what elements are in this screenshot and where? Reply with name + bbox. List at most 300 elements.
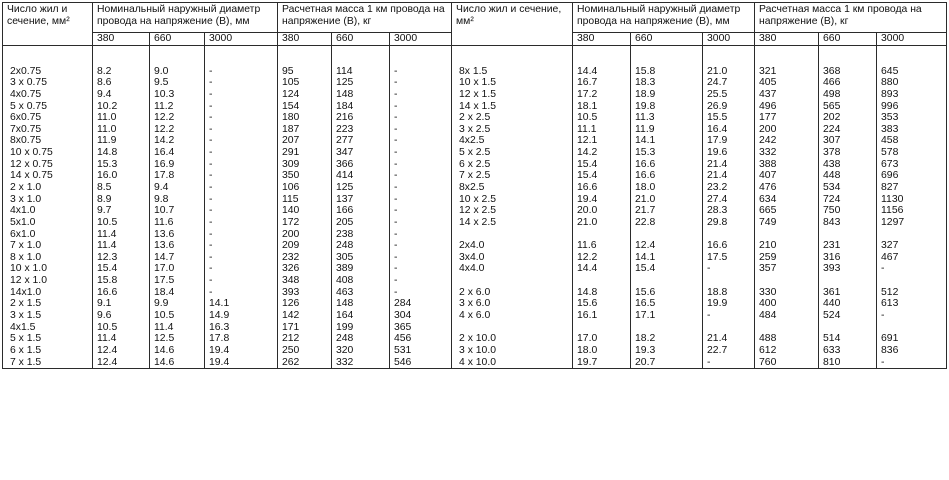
right-cores-cell: 12 x 2.5 [452, 205, 573, 217]
right-value-cell: 17.9 [703, 135, 755, 147]
left-value-cell: 326 [278, 263, 332, 275]
voltage-header: 380 [573, 33, 631, 46]
spacer-cell [332, 45, 390, 66]
left-value-cell: 305 [332, 252, 390, 264]
left-value-cell: 11.0 [93, 112, 150, 124]
right-value-cell: 24.7 [703, 77, 755, 89]
left-value-cell: - [205, 135, 278, 147]
table-row [3, 275, 947, 287]
right-value-cell: 893 [877, 89, 947, 101]
right-value-cell: 16.1 [573, 310, 631, 322]
left-value-cell: 148 [332, 89, 390, 101]
right-value-cell: 19.7 [573, 357, 631, 369]
left-value-cell: 16.0 [93, 170, 150, 182]
voltage-header: 380 [93, 33, 150, 46]
right-value-cell: - [703, 357, 755, 369]
left-header-diameter: Номинальный наружный диаметр провода на напряжение (В), мм [93, 3, 278, 33]
left-value-cell: - [205, 124, 278, 136]
right-value-cell: 19.8 [631, 101, 703, 113]
right-value-cell: 16.6 [631, 170, 703, 182]
left-cores-cell: 7x0.75 [3, 124, 93, 136]
left-value-cell: 14.6 [150, 345, 205, 357]
right-value-cell: 330 [755, 287, 819, 299]
spacer-cell [205, 45, 278, 66]
voltage-header: 380 [278, 33, 332, 46]
left-value-cell: 17.8 [150, 170, 205, 182]
left-value-cell: 17.5 [150, 275, 205, 287]
right-value-cell: 466 [819, 77, 877, 89]
right-cores-cell: 12 x 1.5 [452, 89, 573, 101]
left-value-cell: 414 [332, 170, 390, 182]
table-row [3, 229, 947, 241]
right-cores-cell: 8x2.5 [452, 182, 573, 194]
table-row [3, 252, 947, 264]
right-cores-cell: 3 x 6.0 [452, 298, 573, 310]
left-value-cell: 205 [332, 217, 390, 229]
right-value-cell: - [703, 310, 755, 322]
spacer-cell [150, 45, 205, 66]
left-value-cell: 350 [278, 170, 332, 182]
left-value-cell: 304 [390, 310, 452, 322]
left-value-cell: 17.8 [205, 333, 278, 345]
right-value-cell: 28.3 [703, 205, 755, 217]
right-value-cell: 357 [755, 263, 819, 275]
right-value-cell [703, 229, 755, 241]
right-value-cell: 11.3 [631, 112, 703, 124]
left-value-cell: 9.4 [150, 182, 205, 194]
right-value-cell: 20.7 [631, 357, 703, 369]
left-value-cell: - [205, 240, 278, 252]
right-value-cell: 565 [819, 101, 877, 113]
right-cores-cell: 10 x 2.5 [452, 194, 573, 206]
right-value-cell: 15.5 [703, 112, 755, 124]
left-value-cell: - [205, 101, 278, 113]
left-value-cell: 10.7 [150, 205, 205, 217]
right-value-cell [631, 275, 703, 287]
left-value-cell: 8.5 [93, 182, 150, 194]
right-value-cell: 21.0 [631, 194, 703, 206]
left-value-cell: 14.2 [150, 135, 205, 147]
right-value-cell: 18.3 [631, 77, 703, 89]
right-cores-cell: 8x 1.5 [452, 66, 573, 78]
left-value-cell: 238 [332, 229, 390, 241]
left-cores-cell: 6 x 1.5 [3, 345, 93, 357]
right-value-cell: 405 [755, 77, 819, 89]
table-row [3, 287, 947, 299]
right-value-cell: 18.1 [573, 101, 631, 113]
right-value-cell: 750 [819, 205, 877, 217]
left-value-cell: 18.4 [150, 287, 205, 299]
right-value-cell: 14.1 [631, 135, 703, 147]
right-value-cell: 316 [819, 252, 877, 264]
left-value-cell: 262 [278, 357, 332, 369]
left-cores-cell: 2 x 1.0 [3, 182, 93, 194]
right-value-cell: 437 [755, 89, 819, 101]
voltage-header: 3000 [205, 33, 278, 46]
left-value-cell: - [205, 275, 278, 287]
right-cores-cell: 14 x 1.5 [452, 101, 573, 113]
right-value-cell: 19.4 [573, 194, 631, 206]
left-value-cell: - [205, 252, 278, 264]
left-value-cell: - [390, 182, 452, 194]
left-value-cell: - [390, 205, 452, 217]
right-value-cell: 15.4 [573, 170, 631, 182]
right-value-cell: 534 [819, 182, 877, 194]
left-value-cell: - [205, 194, 278, 206]
right-cores-cell [452, 275, 573, 287]
right-value-cell: 673 [877, 159, 947, 171]
right-value-cell: 665 [755, 205, 819, 217]
left-value-cell: - [390, 170, 452, 182]
right-value-cell [703, 322, 755, 334]
right-value-cell: 810 [819, 357, 877, 369]
right-value-cell [755, 322, 819, 334]
right-value-cell: 1130 [877, 194, 947, 206]
right-value-cell: 368 [819, 66, 877, 78]
spacer-cell [93, 45, 150, 66]
right-value-cell: 691 [877, 333, 947, 345]
left-value-cell: 12.2 [150, 112, 205, 124]
right-value-cell: 12.4 [631, 240, 703, 252]
voltage-header: 3000 [390, 33, 452, 46]
table-row [3, 66, 947, 78]
left-header-mass: Расчетная масса 1 км провода на напряжение (В), кг [278, 3, 452, 33]
left-value-cell: 12.2 [150, 124, 205, 136]
left-value-cell: 17.0 [150, 263, 205, 275]
right-value-cell: - [703, 263, 755, 275]
right-value-cell: 18.8 [703, 287, 755, 299]
left-cores-cell: 6x0.75 [3, 112, 93, 124]
left-value-cell: 9.0 [150, 66, 205, 78]
left-cores-cell: 4x0.75 [3, 89, 93, 101]
right-value-cell: 10.5 [573, 112, 631, 124]
right-header-cores: Число жил и сечение, мм² [452, 3, 573, 46]
table-row [3, 182, 947, 194]
right-value-cell: 14.4 [573, 263, 631, 275]
right-value-cell: 11.9 [631, 124, 703, 136]
right-value-cell [631, 322, 703, 334]
right-value-cell: 16.4 [703, 124, 755, 136]
left-value-cell: 248 [332, 333, 390, 345]
left-value-cell: 11.2 [150, 101, 205, 113]
left-value-cell: 11.6 [150, 217, 205, 229]
right-value-cell: 14.8 [573, 287, 631, 299]
right-value-cell: 332 [755, 147, 819, 159]
left-value-cell: 463 [332, 287, 390, 299]
table-row [3, 170, 947, 182]
table-row [3, 357, 947, 369]
right-header-mass: Расчетная масса 1 км провода на напряжение (В), кг [755, 3, 947, 33]
right-value-cell: 1156 [877, 205, 947, 217]
left-value-cell: - [205, 170, 278, 182]
left-value-cell: 142 [278, 310, 332, 322]
right-value-cell: 16.6 [703, 240, 755, 252]
left-header-cores: Число жил и сечение, мм² [3, 3, 93, 46]
left-value-cell: 9.1 [93, 298, 150, 310]
left-value-cell: - [390, 112, 452, 124]
right-value-cell: 361 [819, 287, 877, 299]
right-value-cell: 21.4 [703, 333, 755, 345]
right-value-cell: 514 [819, 333, 877, 345]
right-value-cell: 512 [877, 287, 947, 299]
table-row [3, 147, 947, 159]
left-value-cell: - [205, 66, 278, 78]
left-value-cell: 11.4 [150, 322, 205, 334]
right-value-cell: 21.4 [703, 159, 755, 171]
right-cores-cell: 6 x 2.5 [452, 159, 573, 171]
left-value-cell: - [205, 205, 278, 217]
left-value-cell: 365 [390, 322, 452, 334]
right-cores-cell: 4x2.5 [452, 135, 573, 147]
right-value-cell: 388 [755, 159, 819, 171]
left-value-cell: 200 [278, 229, 332, 241]
left-cores-cell: 2x0.75 [3, 66, 93, 78]
right-value-cell [877, 275, 947, 287]
left-value-cell: - [390, 240, 452, 252]
left-value-cell: 348 [278, 275, 332, 287]
right-value-cell: 760 [755, 357, 819, 369]
left-value-cell: 14.6 [150, 357, 205, 369]
left-value-cell: - [205, 147, 278, 159]
left-value-cell: 140 [278, 205, 332, 217]
right-value-cell: 19.3 [631, 345, 703, 357]
left-value-cell: 14.1 [205, 298, 278, 310]
left-value-cell: 11.4 [93, 333, 150, 345]
right-value-cell: 749 [755, 217, 819, 229]
left-value-cell: 284 [390, 298, 452, 310]
right-value-cell: 458 [877, 135, 947, 147]
right-value-cell: 17.0 [573, 333, 631, 345]
left-value-cell: 347 [332, 147, 390, 159]
right-value-cell: 321 [755, 66, 819, 78]
right-value-cell [755, 229, 819, 241]
right-cores-cell: 5 x 2.5 [452, 147, 573, 159]
right-header-diameter: Номинальный наружный диаметр провода на напряжение (В), мм [573, 3, 755, 33]
table-body [3, 66, 947, 369]
right-value-cell: 440 [819, 298, 877, 310]
right-value-cell [819, 322, 877, 334]
spacer-cell [390, 45, 452, 66]
left-value-cell: 9.9 [150, 298, 205, 310]
left-value-cell: 11.4 [93, 240, 150, 252]
left-value-cell: - [390, 147, 452, 159]
right-value-cell: 21.4 [703, 170, 755, 182]
right-value-cell: 17.1 [631, 310, 703, 322]
right-value-cell: 26.9 [703, 101, 755, 113]
right-value-cell: 476 [755, 182, 819, 194]
table-row [3, 194, 947, 206]
right-value-cell: 224 [819, 124, 877, 136]
right-value-cell [703, 275, 755, 287]
right-value-cell: 18.0 [573, 345, 631, 357]
right-value-cell: 645 [877, 66, 947, 78]
left-value-cell: - [205, 229, 278, 241]
left-value-cell: 172 [278, 217, 332, 229]
right-value-cell: 724 [819, 194, 877, 206]
spacer-cell [877, 45, 947, 66]
right-value-cell: 880 [877, 77, 947, 89]
right-value-cell: 634 [755, 194, 819, 206]
left-value-cell: 16.6 [93, 287, 150, 299]
left-value-cell: 9.8 [150, 194, 205, 206]
left-value-cell: 184 [332, 101, 390, 113]
left-value-cell: 209 [278, 240, 332, 252]
left-cores-cell: 12 x 1.0 [3, 275, 93, 287]
left-value-cell: 9.5 [150, 77, 205, 89]
left-value-cell: 456 [390, 333, 452, 345]
left-value-cell: 10.5 [150, 310, 205, 322]
left-value-cell: 166 [332, 205, 390, 217]
right-value-cell: 200 [755, 124, 819, 136]
left-cores-cell: 5 x 1.5 [3, 333, 93, 345]
left-value-cell: 105 [278, 77, 332, 89]
left-value-cell: 126 [278, 298, 332, 310]
right-value-cell [631, 229, 703, 241]
right-value-cell: 242 [755, 135, 819, 147]
left-cores-cell: 2 x 1.5 [3, 298, 93, 310]
right-cores-cell: 14 x 2.5 [452, 217, 573, 229]
right-value-cell: 231 [819, 240, 877, 252]
left-value-cell: - [390, 263, 452, 275]
right-value-cell [819, 229, 877, 241]
right-value-cell: 496 [755, 101, 819, 113]
right-value-cell: 1297 [877, 217, 947, 229]
voltage-header: 660 [150, 33, 205, 46]
left-value-cell: 250 [278, 345, 332, 357]
right-value-cell: 11.1 [573, 124, 631, 136]
left-value-cell: 212 [278, 333, 332, 345]
right-value-cell [573, 275, 631, 287]
right-value-cell: 393 [819, 263, 877, 275]
right-value-cell: 22.8 [631, 217, 703, 229]
voltage-header: 660 [631, 33, 703, 46]
left-value-cell: 19.4 [205, 357, 278, 369]
left-value-cell: 10.5 [93, 322, 150, 334]
header-spacer-row [3, 45, 947, 66]
right-value-cell: 15.8 [631, 66, 703, 78]
left-value-cell: - [390, 194, 452, 206]
left-value-cell: 16.3 [205, 322, 278, 334]
right-value-cell: 18.0 [631, 182, 703, 194]
left-value-cell: - [390, 89, 452, 101]
left-cores-cell: 10 x 0.75 [3, 147, 93, 159]
left-value-cell: 11.9 [93, 135, 150, 147]
spacer-cell [573, 45, 631, 66]
right-value-cell: 843 [819, 217, 877, 229]
spacer-cell [703, 45, 755, 66]
left-value-cell: 15.8 [93, 275, 150, 287]
left-value-cell: 309 [278, 159, 332, 171]
right-value-cell: 210 [755, 240, 819, 252]
left-value-cell: - [390, 287, 452, 299]
voltage-header: 660 [819, 33, 877, 46]
right-value-cell: 23.2 [703, 182, 755, 194]
right-cores-cell: 4 x 6.0 [452, 310, 573, 322]
right-value-cell [573, 322, 631, 334]
right-cores-cell: 10 x 1.5 [452, 77, 573, 89]
right-value-cell: 15.6 [631, 287, 703, 299]
table-row [3, 159, 947, 171]
left-value-cell: 366 [332, 159, 390, 171]
left-value-cell: - [205, 182, 278, 194]
left-value-cell: 13.6 [150, 229, 205, 241]
left-value-cell: 187 [278, 124, 332, 136]
left-value-cell: 9.7 [93, 205, 150, 217]
left-value-cell: 148 [332, 298, 390, 310]
left-cores-cell: 8x0.75 [3, 135, 93, 147]
left-cores-cell: 7 x 1.5 [3, 357, 93, 369]
left-value-cell: 408 [332, 275, 390, 287]
right-cores-cell [452, 229, 573, 241]
left-value-cell: - [205, 89, 278, 101]
right-value-cell [755, 275, 819, 287]
right-value-cell: 467 [877, 252, 947, 264]
right-value-cell: 612 [755, 345, 819, 357]
left-value-cell: 180 [278, 112, 332, 124]
table-row [3, 217, 947, 229]
left-value-cell: - [390, 135, 452, 147]
left-value-cell: - [390, 252, 452, 264]
right-value-cell: 16.7 [573, 77, 631, 89]
left-cores-cell: 6x1.0 [3, 229, 93, 241]
spacer-cell [3, 45, 93, 66]
right-value-cell: 11.6 [573, 240, 631, 252]
left-value-cell: 11.0 [93, 124, 150, 136]
right-value-cell: 836 [877, 345, 947, 357]
right-value-cell: 27.4 [703, 194, 755, 206]
right-value-cell: 484 [755, 310, 819, 322]
table-row [3, 240, 947, 252]
right-value-cell: 21.0 [703, 66, 755, 78]
left-cores-cell: 5x1.0 [3, 217, 93, 229]
right-value-cell: 14.1 [631, 252, 703, 264]
left-value-cell: 106 [278, 182, 332, 194]
right-value-cell: 15.4 [631, 263, 703, 275]
left-value-cell: 12.5 [150, 333, 205, 345]
right-value-cell: 15.6 [573, 298, 631, 310]
right-cores-cell: 2 x 6.0 [452, 287, 573, 299]
left-value-cell: 8.6 [93, 77, 150, 89]
right-value-cell: 353 [877, 112, 947, 124]
left-value-cell: 291 [278, 147, 332, 159]
left-value-cell: 12.3 [93, 252, 150, 264]
left-value-cell: 164 [332, 310, 390, 322]
right-cores-cell: 2 x 10.0 [452, 333, 573, 345]
left-value-cell: 8.9 [93, 194, 150, 206]
left-value-cell: 14.7 [150, 252, 205, 264]
left-value-cell: - [390, 217, 452, 229]
right-value-cell: 307 [819, 135, 877, 147]
left-value-cell: 10.5 [93, 217, 150, 229]
right-value-cell: - [877, 263, 947, 275]
right-value-cell [877, 322, 947, 334]
right-value-cell: 327 [877, 240, 947, 252]
left-value-cell: 14.9 [205, 310, 278, 322]
left-value-cell: 171 [278, 322, 332, 334]
right-value-cell: 21.7 [631, 205, 703, 217]
table-row [3, 322, 947, 334]
left-cores-cell: 3 x 1.0 [3, 194, 93, 206]
right-value-cell: 16.6 [573, 182, 631, 194]
left-value-cell: 12.4 [93, 345, 150, 357]
right-value-cell: 827 [877, 182, 947, 194]
left-value-cell: - [390, 275, 452, 287]
table-row [3, 333, 947, 345]
right-value-cell: 400 [755, 298, 819, 310]
left-value-cell: 10.2 [93, 101, 150, 113]
left-cores-cell: 14x1.0 [3, 287, 93, 299]
voltage-header: 3000 [877, 33, 947, 46]
